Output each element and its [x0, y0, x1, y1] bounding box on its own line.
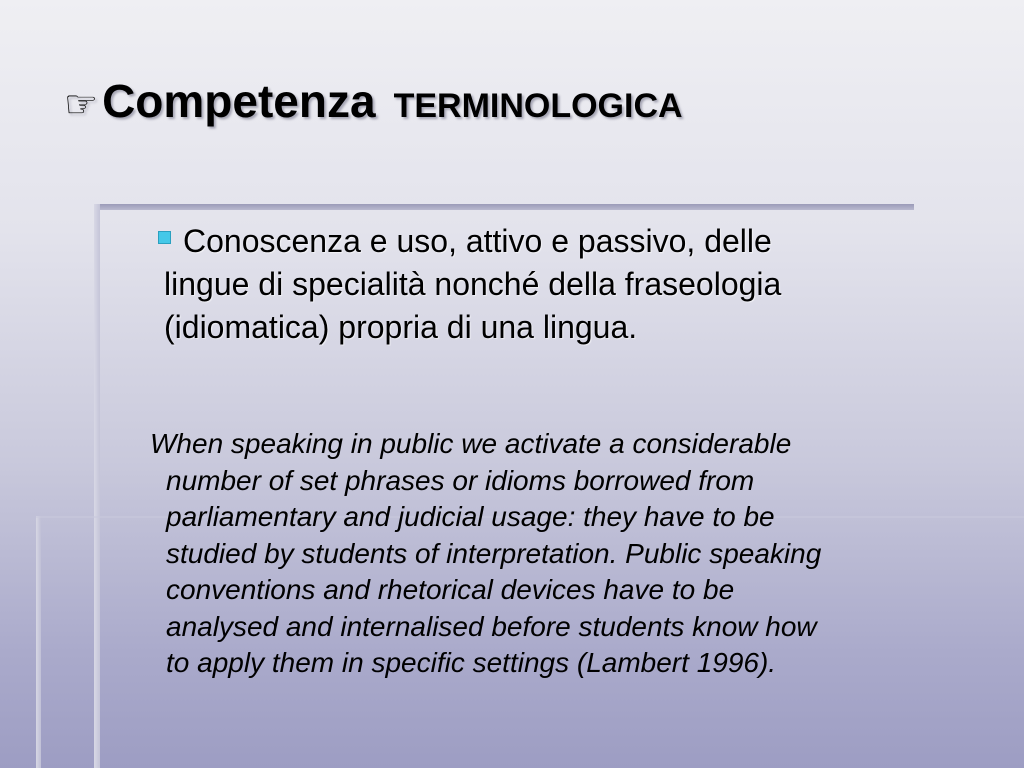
quote-paragraph	[150, 426, 990, 682]
quote-line: number of set phrases or idioms borrowed from	[166, 464, 755, 496]
decorative-frame-left-lower	[36, 516, 41, 768]
decorative-frame-left	[94, 204, 100, 768]
quote-line: studied by students of interpretation. Public speaking	[166, 537, 822, 569]
bullet-line: (idiomatica) propria di una lingua.	[164, 309, 638, 345]
bullet-point	[158, 220, 958, 349]
slide-title-main: Competenza	[102, 75, 376, 127]
quote-line: When speaking in public we activate a considerable	[150, 428, 792, 459]
quote-line: parliamentary and judicial usage: they have to be	[166, 501, 775, 532]
slide-title	[64, 74, 964, 144]
bullet-line: lingue di specialità nonché della fraseologia	[164, 266, 782, 302]
slide-title-sub: TERMINOLOGICA	[393, 87, 683, 125]
quote-line: conventions and rhetorical devices have to be	[166, 574, 735, 605]
pointing-hand-icon: ☞	[64, 82, 99, 126]
bullet-text: Conoscenza e uso, attivo e passivo, delle	[183, 223, 772, 259]
bullet-line	[158, 220, 958, 263]
quote-line: to apply them in specific settings (Lambert 1996).	[166, 647, 777, 678]
quote-line: analysed and internalised before students know how	[166, 610, 817, 642]
decorative-frame-top	[96, 204, 914, 210]
square-bullet-icon	[158, 231, 171, 244]
